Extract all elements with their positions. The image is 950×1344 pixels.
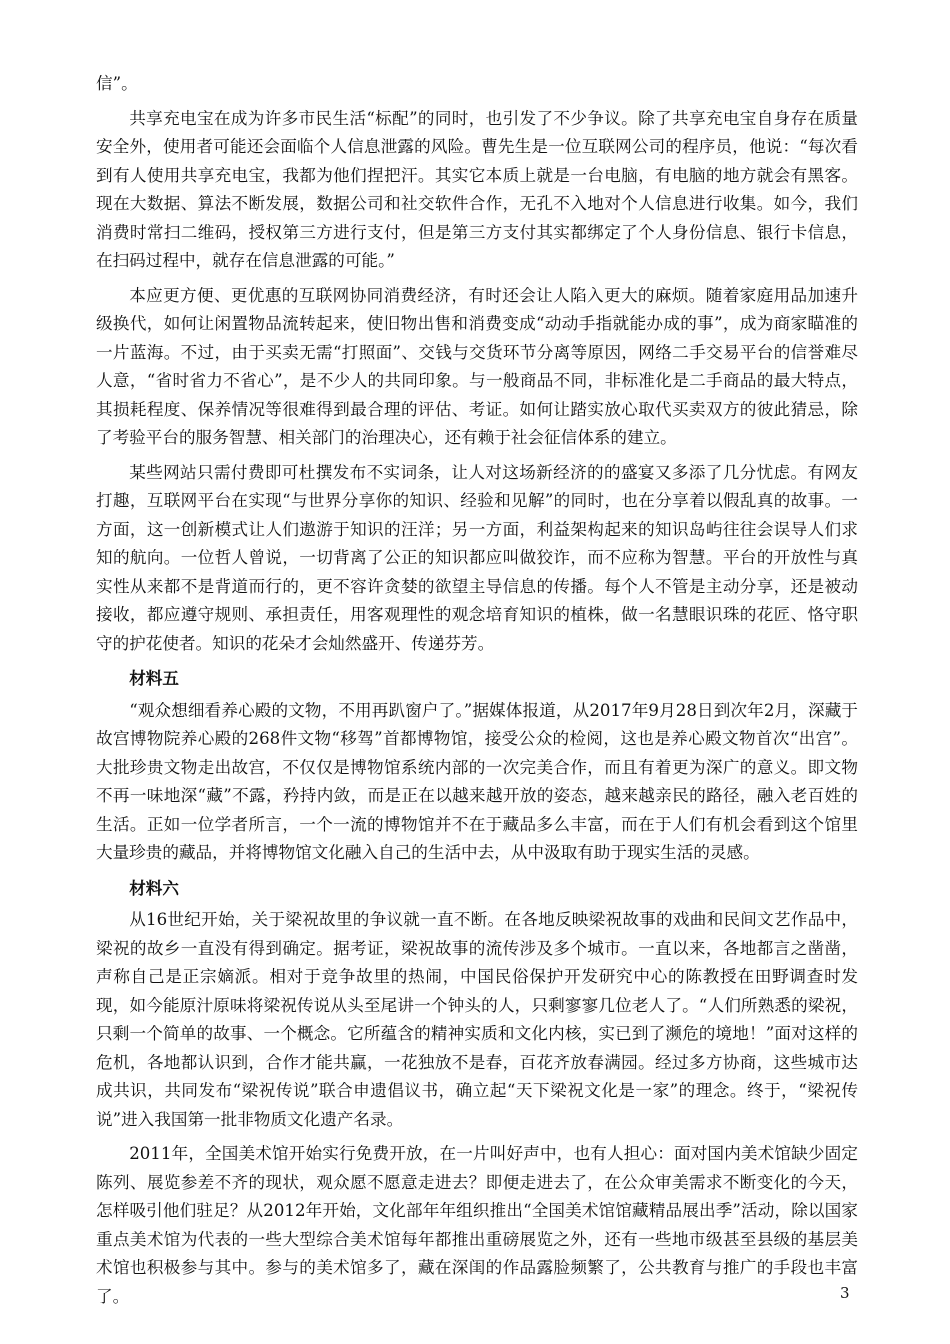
paragraph-second-hand-trade: 本应更方便、更优惠的互联网协同消费经济，有时还会让人陷入更大的麻烦。随着家庭用品加速升级换代，如何让闲置物品流转起来，使旧物出售和消费变成“动动手指就能办成的事”，成为商家瞄准的一片蓝海。不过，由于买卖无需“打照面”、交钱与交货环节分离等原因，网络二手交易平台的信誉难尽人意，“省时省力不省心”，是不少人的共同印象。与一般商品不同，非标准化是二手商品的最大特点，其损耗程度、保养情况等很难得到最合理的评估、考证。如何让踏实放心取代买卖双方的彼此猜忌，除了考验平台的服务智慧、相关部门的治理决心，还有赖于社会征信体系的建立。 — [96, 285, 858, 447]
paragraph-shared-power-bank: 共享充电宝在成为许多市民生活“标配”的同时，也引发了不少争议。除了共享充电宝自身存在质量安全外，使用者可能还会面临个人信息泄露的风险。曹先生是一位互联网公司的程序员，他说：“每次看到有人使用共享充电宝，我都为他们捏把汗。其实它本质上就是一台电脑，有电脑的地方就会有黑客。现在大数据、算法不断发展，数据公司和社交软件合作，无孔不入地对个人信息进行收集。如今，我们消费时常扫二维码，授权第三方进行支付，但是第三方支付其实都绑定了个人身份信息、银行卡信息，在扫码过程中，就存在信息泄露的可能。” — [96, 108, 858, 270]
paragraph-continuation: 信”。 — [96, 74, 138, 93]
paragraph-knowledge-platform: 某些网站只需付费即可杜撰发布不实词条，让人对这场新经济的的盛宴又多添了几分忧虑。有网友打趣，互联网平台在实现“与世界分享你的知识、经验和见解”的同时，也在分享着以假乱真的故事。一方面，这一创新模式让人们遨游于知识的汪洋；另一方面，利益架构起来的知识岛屿往往会误导人们求知的航向。一位哲人曾说，一切背离了公正的知识都应叫做狡诈，而不应称为智慧。平台的开放性与真实性从来都不是背道而行的，更不容许贪婪的欲望主导信息的传播。每个人不管是主动分享，还是被动接收，都应遵守规则、承担责任，用客观理性的观念培育知识的植株，做一名慧眼识珠的花匠、恪守职守的护花使者。知识的花朵才会灿然盛开、传递芬芳。 — [96, 462, 858, 653]
document-body — [96, 70, 858, 1317]
page-number: 3 — [840, 1284, 850, 1302]
heading-material-6: 材料六 — [129, 877, 179, 898]
paragraph-palace-museum: “观众想细看养心殿的文物，不用再趴窗户了。”据媒体报道，从2017年9月28日到次年2月，深藏于故宫博物院养心殿的268件文物“移驾”首都博物馆，接受公众的检阅，这也是养心殿文物首次“出宫”。大批珍贵文物走出故宫，不仅仅是博物馆系统内部的一次完美合作，而且有着更为深广的意义。即文物不再一味地深“藏”不露，矜持内敛，而是正在以越来越开放的姿态，越来越亲民的路径，融入老百姓的生活。正如一位学者所言，一个一流的博物馆并不在于藏品多么丰富，而在于人们有机会看到这个馆里大量珍贵的藏品，并将博物馆文化融入自己的生活中去，从中汲取有助于现实生活的灵感。 — [96, 700, 858, 862]
paragraph-liangzhu-legend: 从16世纪开始，关于梁祝故里的争议就一直不断。在各地反映梁祝故事的戏曲和民间文艺作品中，梁祝的故乡一直没有得到确定。据考证，梁祝故事的流传涉及多个城市。一直以来，各地都言之凿凿，声称自己是正宗嫡派。相对于竞争故里的热闹，中国民俗保护开发研究中心的陈教授在田野调查时发现，如今能原汁原味将梁祝传说从头至尾讲一个钟头的人，只剩寥寥几位老人了。“人们所熟悉的梁祝，只剩一个简单的故事、一个概念。它所蕴含的精神实质和文化内核，实已到了濒危的境地！”面对这样的危机，各地都认识到，合作才能共赢，一花独放不是春，百花齐放春满园。经过多方协商，这些城市达成共识，共同发布“梁祝传说”联合申遗倡议书，确立起“天下梁祝文化是一家”的理念。终于，“梁祝传说”进入我国第一批非物质文化遗产名录。 — [96, 910, 858, 1129]
paragraph-art-museums: 2011年，全国美术馆开始实行免费开放，在一片叫好声中，也有人担心：面对国内美术馆缺少固定陈列、展览参差不齐的现状，观众愿不愿意走进去？即便走进去了，在公众审美需求不断变化的今天，怎样吸引他们驻足？从2012年开始，文化部年年组织推出“全国美术馆馆藏精品展出季”活动，除以国家重点美术馆为代表的一些大型综合美术馆每年都推出重磅展览之外，还有一些地市级甚至县级的基层美术馆也积极参与其中。参与的美术馆多了，藏在深闺的作品露脸频繁了，公共教育与推广的手段也丰富了。 — [96, 1144, 858, 1306]
heading-material-5: 材料五 — [129, 668, 179, 688]
